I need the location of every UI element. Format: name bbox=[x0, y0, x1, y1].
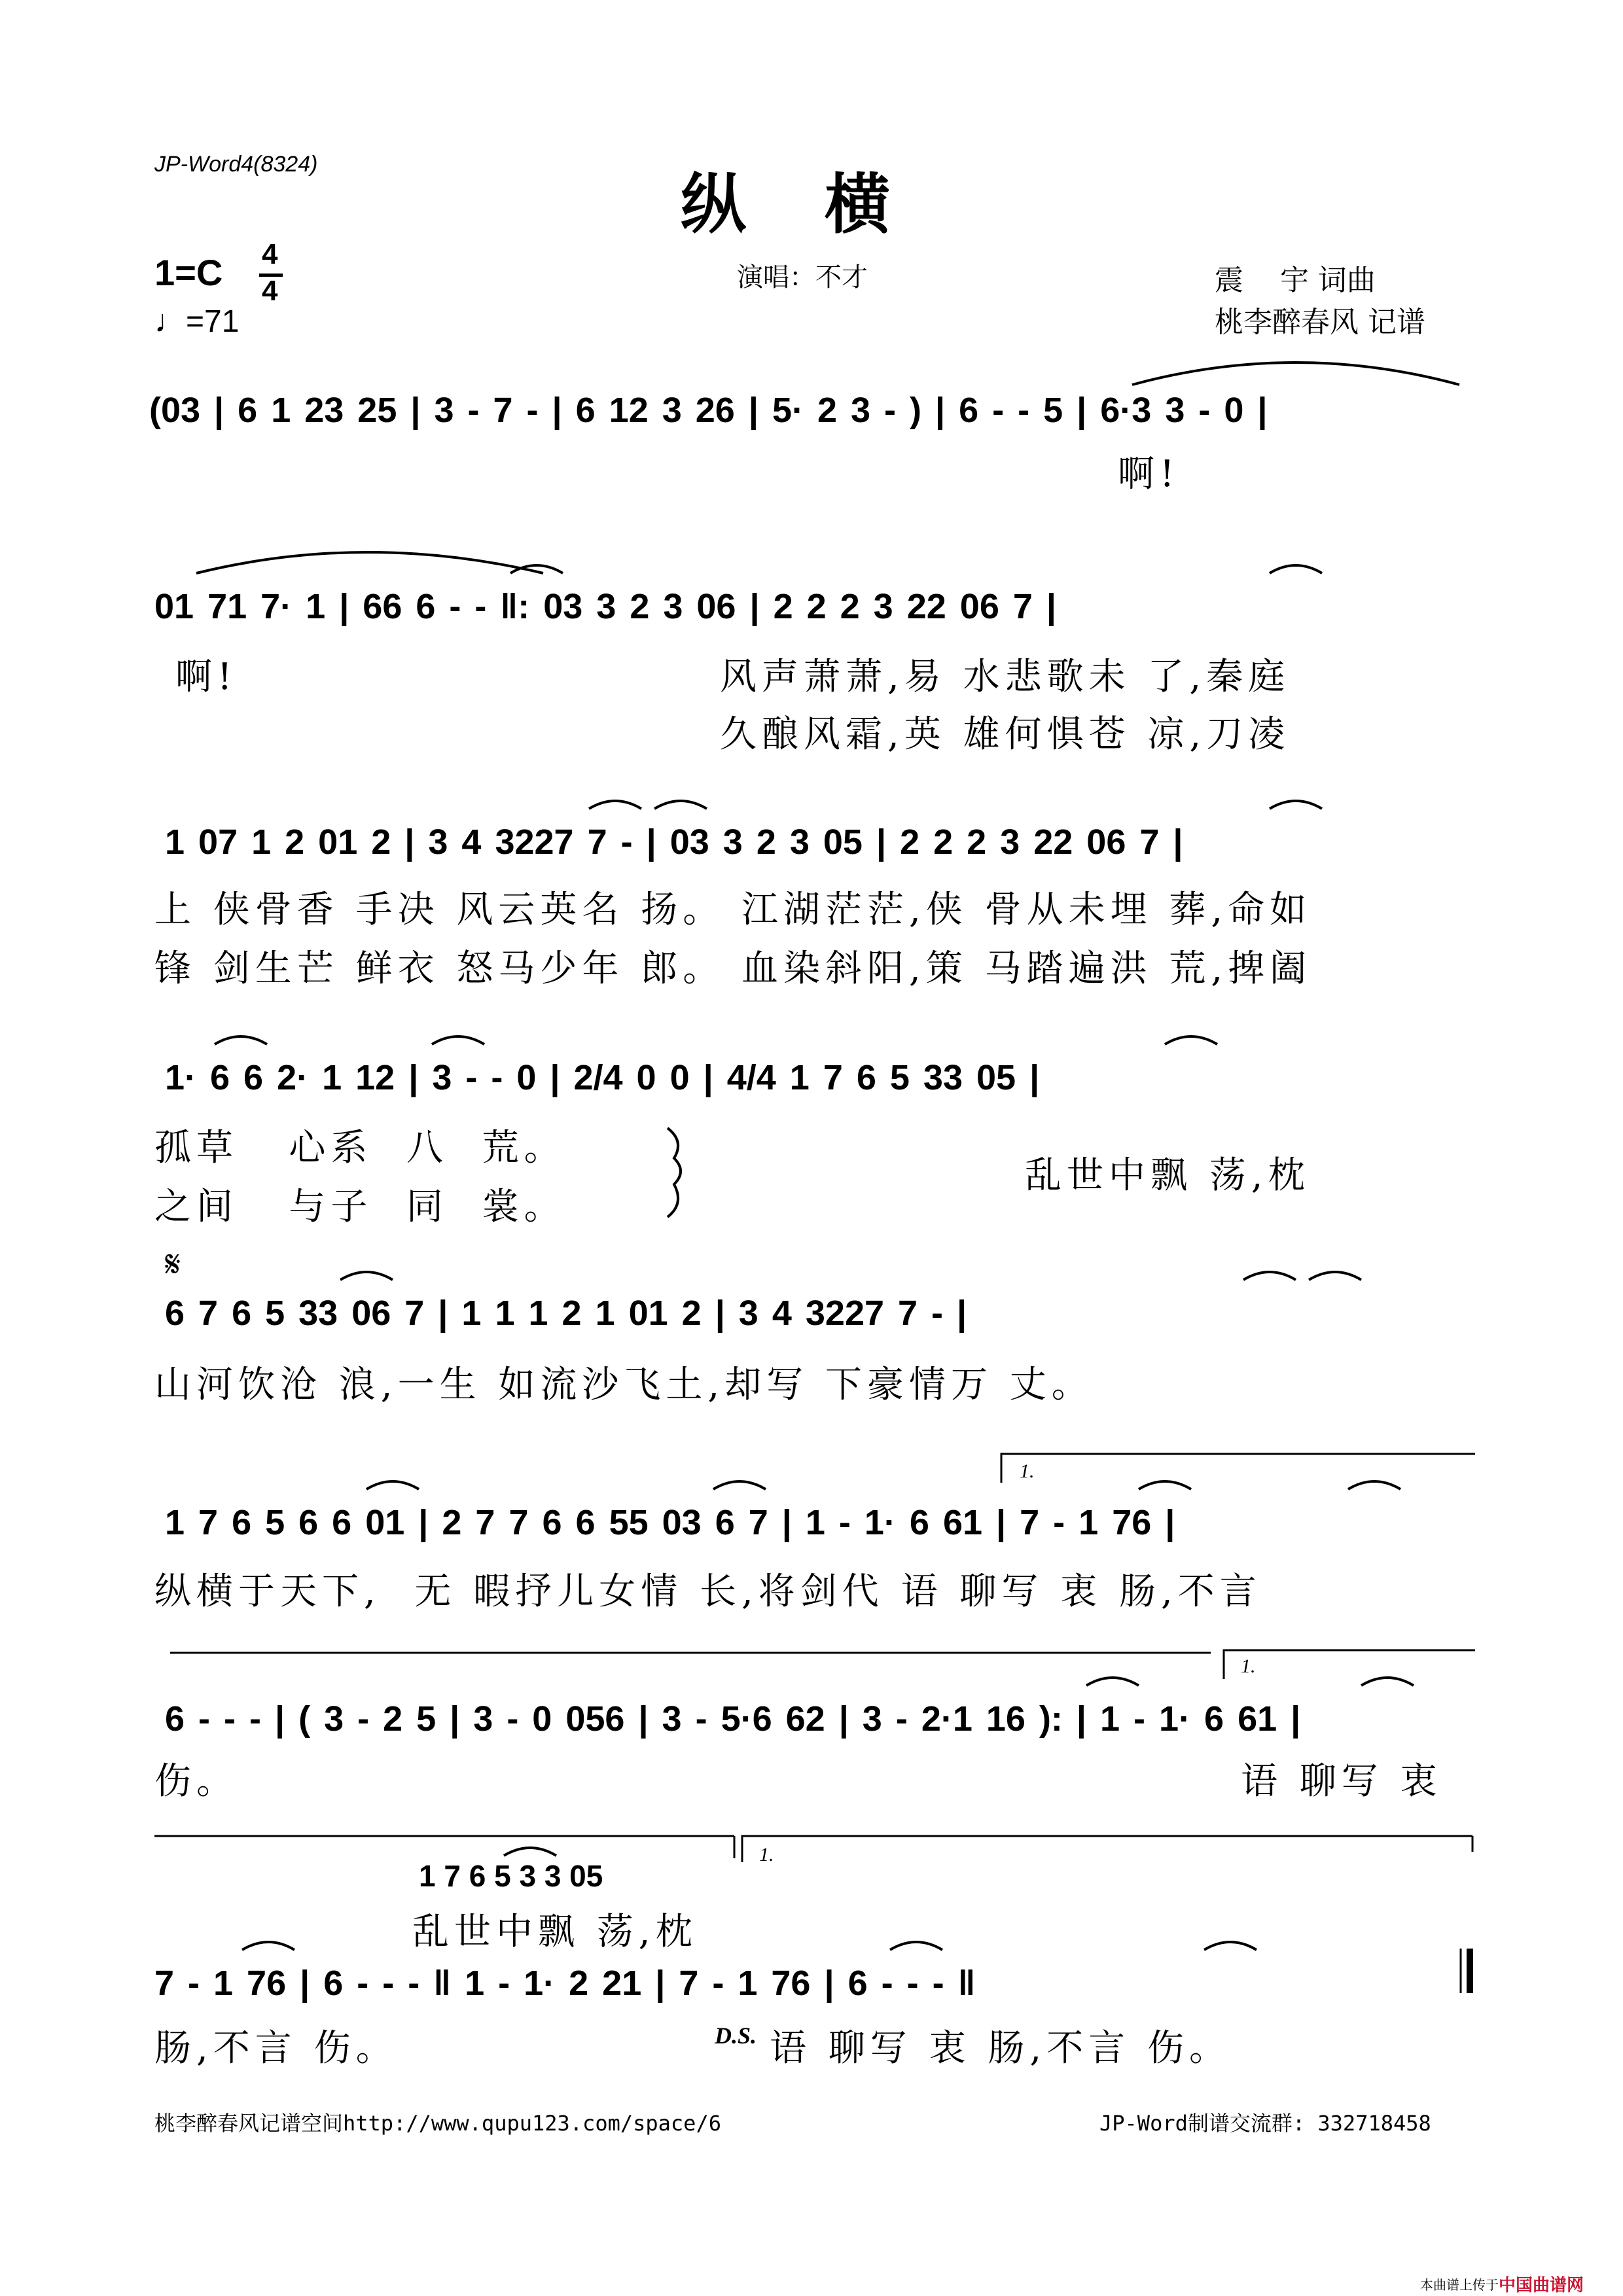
tempo-mark: ♩=71 bbox=[154, 304, 240, 339]
footer-right-text: JP-Word制谱交流群: 332718458 bbox=[1099, 2111, 1431, 2136]
footer-left-text: 桃李醉春风记谱空间http://www.qupu123.com/space/6 bbox=[154, 2111, 721, 2136]
notation-line-8-above: 1 7 6 5 3 3 05 bbox=[419, 1859, 603, 1893]
volta-bracket-2 bbox=[1224, 1650, 1475, 1679]
transcriber-credit: 桃李醉春风 记谱 bbox=[1215, 306, 1425, 339]
composer-credit: 震 宇 词曲 bbox=[1215, 264, 1376, 297]
site-logo: 中国曲谱网 bbox=[1499, 2276, 1584, 2295]
slur-line-2 bbox=[196, 552, 543, 573]
time-signature-bottom: 4 bbox=[262, 275, 278, 307]
notation-line-2: 01 71 7· 1 | 66 6 - - ‖: 03 3 2 3 06 | 2 2 2 3 22 06 7 | bbox=[154, 587, 1056, 626]
notation-line-5: 6 7 6 5 33 06 7 | 1 1 1 2 1 01 2 | 3 4 3227 7 - | bbox=[165, 1294, 967, 1333]
volta-1-label-2: 1. bbox=[1241, 1655, 1256, 1677]
da-segno-mark: D.S. bbox=[715, 2022, 757, 2049]
notation-line-4: 1· 6 6 2· 1 12 | 3 - - 0 | 2/4 0 0 | 4/4 1 7 6 5 33 05 | bbox=[165, 1058, 1040, 1097]
lyric-line-8b: 语 聊写 衷 肠,不言 伤。 bbox=[770, 2027, 1232, 2070]
lyric-line-7b: 语 聊写 衷 bbox=[1241, 1760, 1442, 1803]
lyric-line-8a: 肠,不言 伤。 bbox=[154, 2027, 398, 2070]
lyric-line-1: 啊! bbox=[1118, 453, 1180, 495]
lyric-line-7a: 伤。 bbox=[154, 1760, 238, 1803]
lyric-line-2b: 风声萧萧,易 水悲歌未 了,秦庭 bbox=[720, 656, 1291, 698]
volta-bracket-3 bbox=[742, 1836, 1472, 1862]
lyric-line-2a: 啊! bbox=[175, 656, 238, 698]
page-title: 纵横 bbox=[681, 166, 969, 243]
notation-line-1: (03 | 6 1 23 25 | 3 - 7 - | 6 12 3 26 | 5· 2 3 - ) | 6 - - 5 | 6·3 3 - 0 | bbox=[149, 391, 1268, 430]
time-signature-top: 4 bbox=[262, 238, 278, 270]
lyric-line-3b: 锋 剑生芒 鲜衣 怒马少年 郎。 血染斜阳,策 马踏遍洪 荒,捭阖 bbox=[154, 947, 1312, 990]
lyric-line-4b: 之间 与子 同 裳。 bbox=[154, 1186, 566, 1228]
volta-bracket-1 bbox=[1001, 1454, 1475, 1483]
software-label: JP-Word4(8324) bbox=[154, 152, 318, 177]
volta-1-label: 1. bbox=[1020, 1460, 1035, 1482]
lyric-line-4a: 孤草 心系 八 荒。 bbox=[154, 1127, 566, 1169]
lyric-line-6: 纵横于天下, 无 暇抒儿女情 长,将剑代 语 聊写 衷 肠,不言 bbox=[154, 1570, 1262, 1613]
notation-line-3: 1 07 1 2 01 2 | 3 4 3227 7 - | 03 3 2 3 05 | 2 2 2 3 22 06 7 | bbox=[165, 822, 1183, 862]
lyric-line-2c: 久酿风霜,英 雄何惧苍 凉,刀凌 bbox=[720, 713, 1291, 756]
lyric-line-3a: 上 侠骨香 手决 风云英名 扬。 江湖茫茫,侠 骨从未埋 葬,命如 bbox=[154, 889, 1312, 931]
lyric-brace bbox=[668, 1128, 681, 1217]
segno-mark: 𝄋 bbox=[165, 1243, 181, 1286]
key-signature: 1=C bbox=[154, 252, 223, 293]
volta-1-label-3: 1. bbox=[759, 1844, 774, 1865]
lyric-line-4c: 乱世中飘 荡,枕 bbox=[1025, 1154, 1310, 1197]
slur-line-1 bbox=[1132, 362, 1459, 385]
lyric-line-5: 山河饮沧 浪,一生 如流沙飞土,却写 下豪情万 丈。 bbox=[154, 1364, 1094, 1406]
singer-credit: 演唱：不才 bbox=[737, 262, 868, 292]
notation-line-8: 7 - 1 76 | 6 - - - ‖ 1 - 1· 2 21 | 7 - 1 76 | 6 - - - ‖ bbox=[154, 1964, 976, 2003]
upload-note: 本曲谱上传于 bbox=[1420, 2277, 1499, 2293]
notation-line-6: 1 7 6 5 6 6 01 | 2 7 7 6 6 55 03 6 7 | 1 - 1· 6 61 | 7 - 1 76 | bbox=[165, 1503, 1175, 1542]
notation-line-7: 6 - - - | ( 3 - 2 5 | 3 - 0 056 | 3 - 5·6 62 | 3 - 2·1 16 ): | 1 - 1· 6 61 | bbox=[165, 1699, 1301, 1739]
lyric-line-8-above: 乱世中飘 荡,枕 bbox=[412, 1911, 698, 1953]
